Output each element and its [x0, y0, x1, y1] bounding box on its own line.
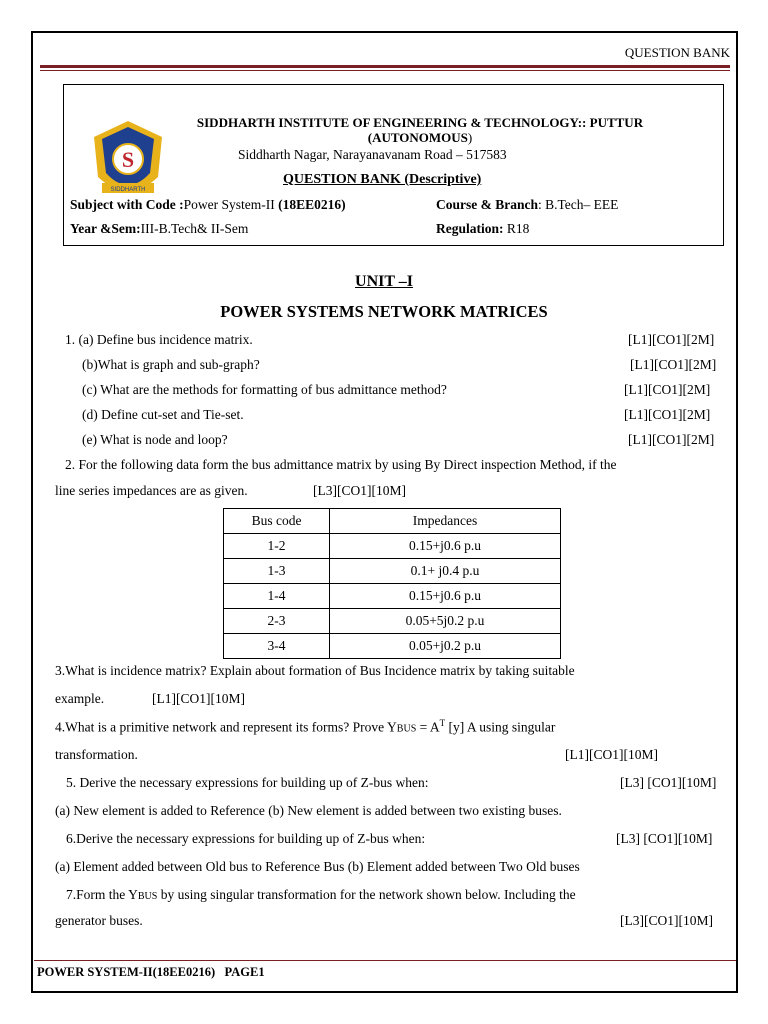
- subject-value: Power System-II: [183, 197, 279, 212]
- logo-letter: S: [121, 147, 135, 172]
- table-header-impedances: Impedances: [330, 509, 561, 534]
- question-4-line1: [55, 718, 555, 736]
- institute-autonomous: (AUTONOMOUS: [367, 130, 468, 145]
- question-4-line2: transformation.: [55, 747, 138, 762]
- header-rule-thin: [40, 70, 730, 71]
- question-6-tag: [L3] [CO1][10M]: [616, 831, 713, 846]
- table-cell-bus: 3-4: [224, 634, 330, 659]
- q4-text-c: [y] A using singular: [445, 719, 556, 735]
- table-cell-impedance: 0.1+ j0.4 p.u: [330, 559, 561, 584]
- header-rule: [40, 65, 730, 68]
- question-1c-tag: [L1][CO1][2M]: [624, 382, 711, 397]
- year-label: Year &Sem:: [70, 221, 141, 236]
- table-cell-impedance: 0.05+j0.2 p.u: [330, 634, 561, 659]
- unit-subtitle: POWER SYSTEMS NETWORK MATRICES: [220, 302, 548, 321]
- table-header-bus-code: Bus code: [224, 509, 330, 534]
- table-cell-impedance: 0.05+5j0.2 p.u: [330, 609, 561, 634]
- subject-label: Subject with Code :: [70, 197, 184, 212]
- question-1d-tag: [L1][CO1][2M]: [624, 407, 711, 422]
- institute-name-text: SIDDHARTH INSTITUTE OF ENGINEERING & TECHNOLOGY:: PUTTUR: [196, 115, 644, 130]
- institute-address: Siddharth Nagar, Narayanavanam Road – 517583: [238, 147, 507, 162]
- year-row: [70, 221, 248, 237]
- question-5-line2: (a) New element is added to Reference (b) New element is added between two existing buses.: [55, 803, 562, 818]
- table-cell-bus: 2-3: [224, 609, 330, 634]
- table-cell-bus: 1-3: [224, 559, 330, 584]
- course-label: Course & Branch: [436, 197, 538, 212]
- question-2-line2: line series impedances are as given.: [55, 483, 248, 498]
- header-label: QUESTION BANK: [624, 45, 730, 60]
- course-row: [436, 197, 618, 213]
- question-1a-tag: [L1][CO1][2M]: [628, 332, 715, 347]
- question-5-tag: [L3] [CO1][10M]: [620, 775, 717, 790]
- question-3-line1: 3.What is incidence matrix? Explain about formation of Bus Incidence matrix by taking suitable: [55, 663, 575, 678]
- course-value: : B.Tech– EEE: [538, 197, 619, 212]
- question-7-line2: generator buses.: [55, 913, 143, 928]
- regulation-value: R18: [503, 221, 530, 236]
- table-cell-impedance: 0.15+j0.6 p.u: [330, 534, 561, 559]
- question-6-line2: (a) Element added between Old bus to Reference Bus (b) Element added between Two Old buses: [55, 859, 580, 874]
- table-row: [224, 634, 561, 659]
- question-7-tag: [L3][CO1][10M]: [620, 913, 713, 928]
- table-row: [224, 534, 561, 559]
- subject-row: [70, 197, 346, 213]
- question-6-line1: 6.Derive the necessary expressions for building up of Z-bus when:: [66, 831, 426, 846]
- q4-text-b: = A: [416, 719, 440, 735]
- table-cell-impedance: 0.15+j0.6 p.u: [330, 584, 561, 609]
- question-7-line1: [66, 887, 576, 903]
- table-row: [224, 609, 561, 634]
- q4-text-a: 4.What is a primitive network and represent its forms? Prove Y: [55, 719, 397, 735]
- question-1b-tag: [L1][CO1][2M]: [630, 357, 717, 372]
- footer-label: POWER SYSTEM-II(18EE0216) PAGE1: [37, 965, 265, 979]
- document-title: QUESTION BANK (Descriptive): [283, 172, 482, 187]
- q4-sub: BUS: [396, 723, 417, 735]
- q7-text-a: 7.Form the Y: [66, 887, 138, 902]
- q4-sup: T: [439, 718, 446, 728]
- regulation-row: [436, 221, 529, 237]
- regulation-label: Regulation:: [436, 221, 504, 236]
- question-3-tag: [L1][CO1][10M]: [152, 691, 245, 706]
- q7-sub: BUS: [137, 891, 158, 902]
- question-1b: (b)What is graph and sub-graph?: [82, 357, 260, 372]
- question-3-line2: example.: [55, 691, 105, 706]
- question-1d: (d) Define cut-set and Tie-set.: [82, 407, 244, 422]
- impedance-table: [223, 508, 561, 659]
- question-1a: 1. (a) Define bus incidence matrix.: [65, 332, 253, 347]
- table-cell-bus: 1-4: [224, 584, 330, 609]
- logo-ribbon-text: SIDDHARTH: [110, 187, 146, 193]
- question-1e: (e) What is node and loop?: [82, 432, 228, 447]
- subject-code: (18EE0216): [278, 197, 346, 212]
- q7-text-b: by using singular transformation for the network shown below. Including the: [157, 887, 576, 902]
- institute-autonomous-close: ): [467, 130, 473, 145]
- footer-rule: [34, 960, 736, 961]
- question-2-line1: 2. For the following data form the bus admittance matrix by using By Direct inspection Method, if the: [65, 457, 617, 472]
- year-value: III-B.Tech& II-Sem: [140, 221, 249, 236]
- question-1e-tag: [L1][CO1][2M]: [628, 432, 715, 447]
- unit-title: UNIT –I: [355, 273, 413, 290]
- table-cell-bus: 1-2: [224, 534, 330, 559]
- table-header-row: [224, 509, 561, 534]
- question-2-tag: [L3][CO1][10M]: [313, 483, 406, 498]
- question-5-line1: 5. Derive the necessary expressions for building up of Z-bus when:: [66, 775, 429, 790]
- question-4-tag: [L1][CO1][10M]: [565, 747, 658, 762]
- table-row: [224, 584, 561, 609]
- table-row: [224, 559, 561, 584]
- institute-name: [130, 115, 710, 145]
- question-1c: (c) What are the methods for formatting of bus admittance method?: [82, 382, 447, 397]
